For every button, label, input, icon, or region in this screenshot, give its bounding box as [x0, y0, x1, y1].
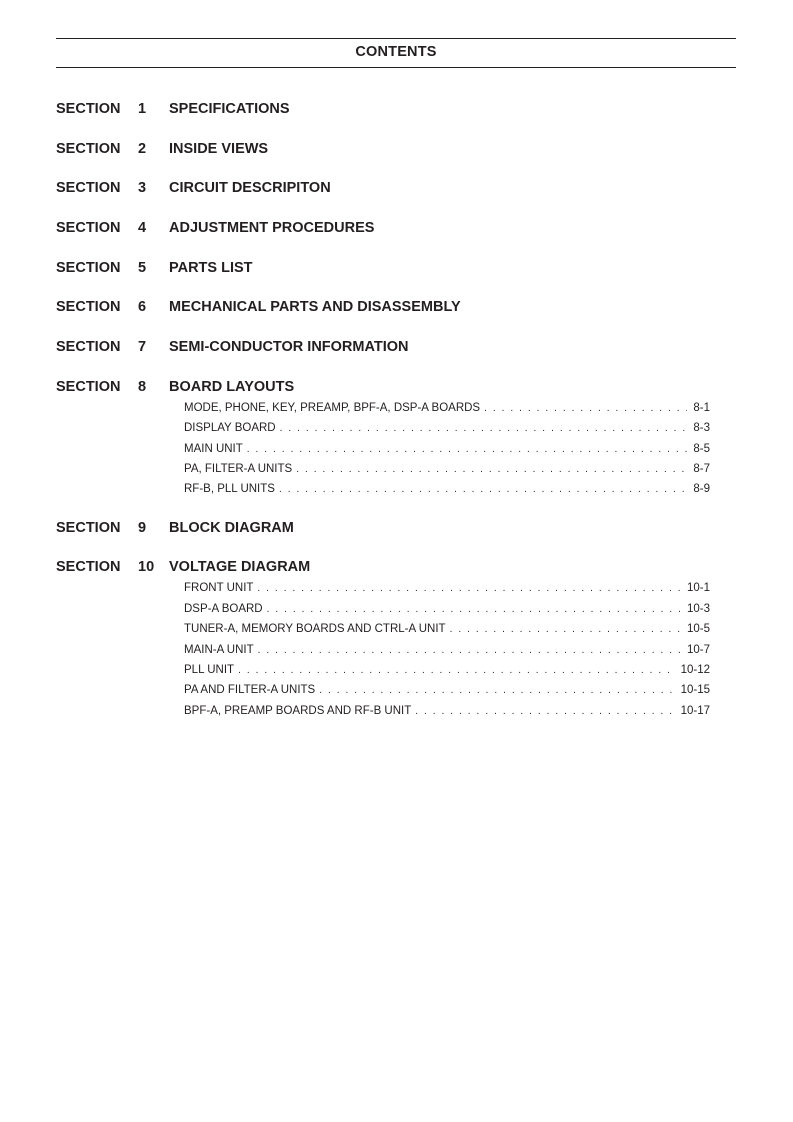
section-title: VOLTAGE DIAGRAM: [169, 559, 311, 576]
page-title: CONTENTS: [355, 44, 437, 60]
dot-leader: [484, 399, 687, 418]
section-title: CIRCUIT DESCRIPITON: [169, 180, 331, 197]
entry-label: PA AND FILTER-A UNITS: [184, 684, 316, 697]
entry-page-number: 10-5: [686, 623, 710, 636]
entry-label: MAIN UNIT: [184, 442, 243, 455]
section-number: 5: [138, 259, 147, 276]
entry-label: FRONT UNIT: [184, 582, 254, 595]
toc-section: [56, 219, 736, 237]
entry-page-number: 10-15: [680, 684, 710, 697]
entry-page-number: 10-1: [686, 582, 710, 595]
toc-section: [56, 140, 736, 158]
toc-entry[interactable]: [184, 578, 710, 598]
section-heading[interactable]: [56, 219, 736, 237]
dot-leader: [319, 681, 674, 700]
section-number: 9: [138, 519, 147, 536]
section-label: SECTION: [56, 299, 121, 316]
toc-section: [56, 298, 736, 316]
section-label: SECTION: [56, 180, 121, 197]
toc-section: [56, 179, 736, 197]
section-heading[interactable]: [56, 558, 736, 576]
toc-entry[interactable]: [184, 619, 710, 639]
bottom-rule: [56, 67, 736, 68]
section-label: SECTION: [56, 259, 121, 276]
section-number: 1: [138, 101, 147, 117]
section-title: BLOCK DIAGRAM: [169, 519, 294, 536]
section-title: INSIDE VIEWS: [169, 140, 269, 157]
toc-entry[interactable]: [184, 418, 710, 438]
entry-label: RF-B, PLL UNITS: [184, 483, 275, 496]
section-title: BOARD LAYOUTS: [169, 378, 295, 395]
entry-label: PLL UNIT: [184, 664, 235, 677]
section-title: SPECIFICATIONS: [169, 101, 290, 117]
section-label: SECTION: [56, 339, 121, 356]
section-label: SECTION: [56, 519, 121, 536]
dot-leader: [280, 419, 688, 438]
dot-leader: [257, 579, 681, 598]
section-title: MECHANICAL PARTS AND DISASSEMBLY: [169, 299, 461, 316]
toc-entry[interactable]: [184, 660, 710, 680]
toc-section: [56, 519, 736, 537]
section-number: 4: [138, 220, 147, 237]
section-number: 2: [138, 140, 147, 157]
entry-label: DSP-A BOARD: [184, 602, 263, 615]
toc-entry[interactable]: [184, 701, 710, 721]
entry-page-number: 8-1: [693, 401, 710, 414]
entry-page-number: 10-17: [680, 704, 710, 717]
toc-entry[interactable]: [184, 680, 710, 700]
section-label: SECTION: [56, 378, 121, 395]
entry-page-number: 8-3: [693, 422, 710, 435]
toc-entry[interactable]: [184, 459, 710, 479]
entry-page-number: 10-7: [686, 643, 710, 656]
section-number: 8: [138, 378, 147, 395]
entry-page-number: 10-3: [686, 602, 710, 615]
dot-leader: [247, 440, 688, 459]
section-label: SECTION: [56, 140, 121, 157]
toc-section: [56, 338, 736, 356]
entry-label: TUNER-A, MEMORY BOARDS AND CTRL-A UNIT: [184, 623, 446, 636]
entry-label: BPF-A, PREAMP BOARDS AND RF-B UNIT: [184, 704, 412, 717]
dot-leader: [279, 480, 687, 499]
section-heading[interactable]: [56, 100, 736, 118]
section-heading[interactable]: [56, 179, 736, 197]
toc-section: [56, 259, 736, 277]
section-title: SEMI-CONDUCTOR INFORMATION: [169, 339, 409, 356]
toc-entry[interactable]: [184, 439, 710, 459]
dot-leader: [415, 702, 674, 721]
section-entries: [184, 576, 710, 721]
dot-leader: [450, 620, 681, 639]
section-heading[interactable]: [56, 140, 736, 158]
dot-leader: [258, 641, 681, 660]
toc-entry[interactable]: [184, 479, 710, 499]
section-number: 3: [138, 180, 147, 197]
toc-section: [56, 100, 736, 118]
section-entries: [184, 396, 710, 500]
entry-label: DISPLAY BOARD: [184, 422, 276, 435]
section-heading[interactable]: [56, 298, 736, 316]
section-label: SECTION: [56, 220, 121, 237]
section-heading[interactable]: [56, 378, 736, 396]
section-title: PARTS LIST: [169, 259, 253, 276]
dot-leader: [296, 460, 687, 479]
section-number: 7: [138, 339, 147, 356]
entry-label: MODE, PHONE, KEY, PREAMP, BPF-A, DSP-A BOARDS: [184, 401, 481, 414]
entry-page-number: 8-7: [693, 462, 710, 475]
top-rule: [56, 38, 736, 39]
toc-entry[interactable]: [184, 599, 710, 619]
entry-page-number: 8-9: [693, 483, 710, 496]
section-heading[interactable]: [56, 259, 736, 277]
toc-entry[interactable]: [184, 398, 710, 418]
dot-leader: [267, 600, 681, 619]
section-title: ADJUSTMENT PROCEDURES: [169, 220, 375, 237]
entry-label: PA, FILTER-A UNITS: [184, 462, 293, 475]
table-of-contents: [56, 100, 736, 740]
section-label: SECTION: [56, 101, 121, 117]
section-heading[interactable]: [56, 519, 736, 537]
toc-section: [56, 378, 736, 500]
toc-entry[interactable]: [184, 640, 710, 660]
entry-page-number: 10-12: [680, 664, 710, 677]
section-number: 6: [138, 299, 147, 316]
entry-label: MAIN-A UNIT: [184, 643, 254, 656]
section-number: 10: [138, 559, 155, 576]
dot-leader: [238, 661, 675, 680]
section-label: SECTION: [56, 559, 121, 576]
toc-section: [56, 558, 736, 721]
section-heading[interactable]: [56, 338, 736, 356]
entry-page-number: 8-5: [693, 442, 710, 455]
